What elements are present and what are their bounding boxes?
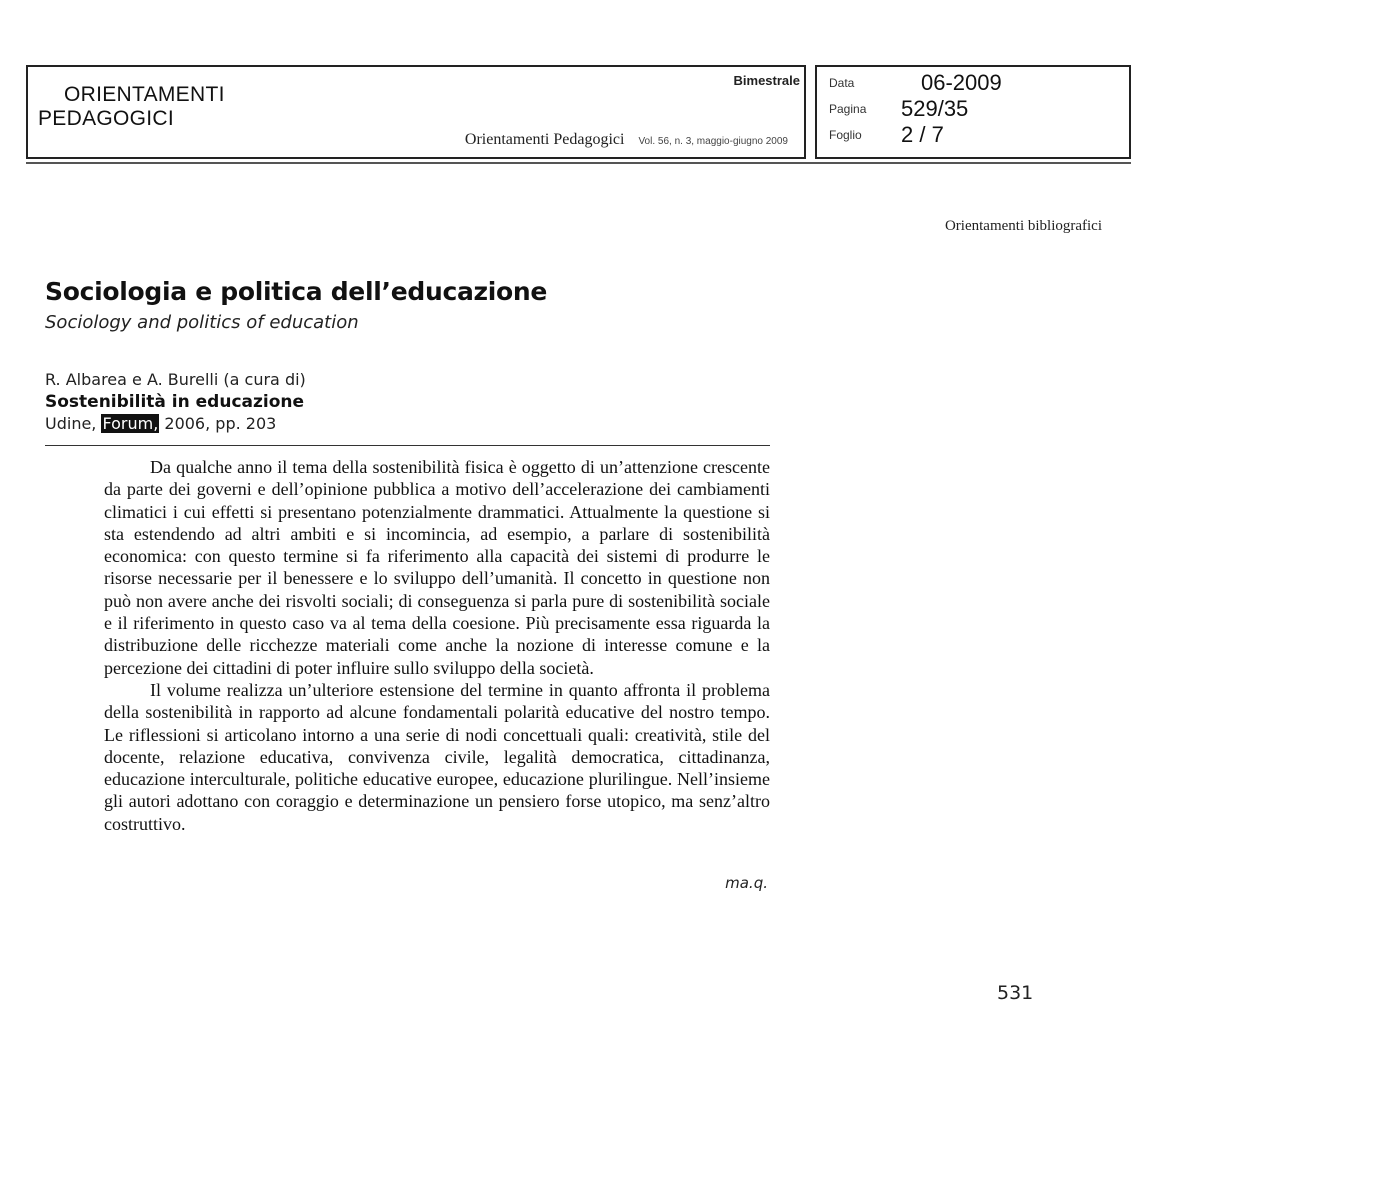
journal-name: Orientamenti Pedagogici <box>464 131 625 148</box>
section-title: Sociologia e politica dell’educazione <box>45 277 548 306</box>
book-authors: R. Albarea e A. Burelli (a cura di) <box>45 370 306 389</box>
data-value: 06-2009 <box>921 70 1002 95</box>
clipping-header-meta-box <box>815 65 1131 159</box>
page-number: 531 <box>997 982 1034 1004</box>
pagina-label: Pagina <box>829 102 867 116</box>
running-section-header: Orientamenti bibliografici <box>944 218 1102 234</box>
book-city: Udine, <box>45 414 97 433</box>
foglio-label: Foglio <box>829 128 862 142</box>
section-subtitle: Sociology and politics of education <box>45 312 359 333</box>
journal-issue: Vol. 56, n. 3, maggio-giugno 2009 <box>638 136 788 147</box>
review-paragraph: Da qualche anno il tema della sostenibilità fisica è oggetto di un’attenzione crescente da parte dei governi e dell’opinione pubblica a motivo dell’accelerazione dei cambiamenti climatici i cui effetti si presentano potenzialmente drammatici. Attualmente la questione si sta estendendo ad altri ambiti e si incomincia, ad esempio, a parlare di sostenibilità economica: con questo termine si fa riferimento alla capacità dei sistemi di produrre le risorse necessarie per il benessere e lo sviluppo dell’umanità. Il concetto in questione non può non avere anche dei risvolti sociali; di conseguenza si parla pure di sostenibilità sociale e il riferimento in questo caso va al tema della coesione. Più precisamente essa riguarda la distribuzione delle ricchezze materiali come anche la nozione di interesse comune e la percezione dei cittadini di poter influire sullo sviluppo della società. <box>104 457 770 678</box>
meta-row-pagina <box>829 96 1119 122</box>
foglio-value: 2 / 7 <box>901 122 944 147</box>
reviewer-initials: ma.q. <box>725 874 768 892</box>
book-year-pages: 2006, pp. 203 <box>164 414 277 433</box>
book-title: Sostenibilità in educazione <box>45 392 305 412</box>
review-paragraph: Il volume realizza un’ulteriore estensione del termine in quanto affronta il problema della sostenibilità in rapporto ad alcune fondamentali polarità educative del nostro tempo. Le riflessioni si articolano intorno a una serie di nodi concettuali quali: creatività, stile del docente, relazione educativa, convivenza civile, legalità democratica, cittadinanza, educazione interculturale, politiche educative europee, educazione plurilingue. Nell’insieme gli autori adottano con coraggio e determinazione un pensiero forse utopico, ma senz’altro costruttivo. <box>104 679 770 834</box>
meta-row-foglio <box>829 122 1119 148</box>
book-publication-info <box>45 412 276 436</box>
publication-name-line1: ORIENTAMENTI <box>64 83 225 106</box>
review-body <box>104 456 770 835</box>
data-label: Data <box>829 76 855 90</box>
pagina-value: 529/35 <box>901 96 969 121</box>
publication-frequency: Bimestrale <box>733 73 800 88</box>
publication-name-line2: PEDAGOGICI <box>38 107 175 130</box>
clipping-header-publication-box <box>26 65 806 159</box>
meta-row-data <box>829 70 1119 96</box>
journal-line <box>465 131 788 149</box>
content-divider <box>45 445 770 446</box>
book-publisher: Forum, <box>102 414 159 433</box>
header-divider <box>26 162 1131 164</box>
